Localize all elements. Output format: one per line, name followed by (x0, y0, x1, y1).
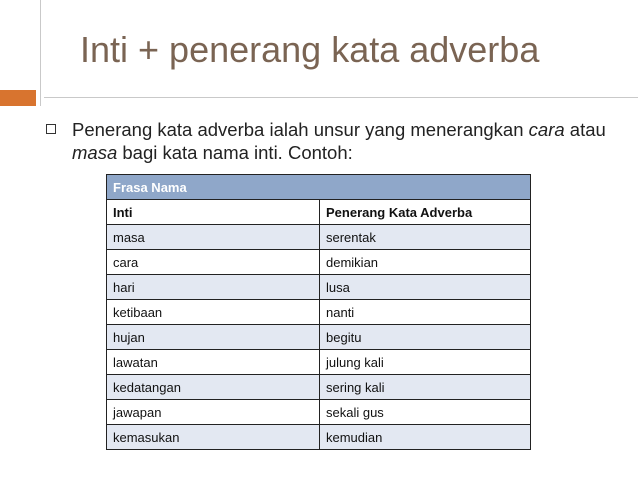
examples-table (106, 174, 531, 450)
column-header-inti: Inti (107, 200, 320, 225)
bullet-text-part: Penerang kata adverba ialah unsur yang menerangkan (72, 119, 529, 140)
cell-penerang: nanti (320, 300, 531, 325)
cell-inti: jawapan (107, 400, 320, 425)
decor-vertical-line (40, 0, 41, 106)
cell-inti: cara (107, 250, 320, 275)
table-group-header-row (107, 175, 531, 200)
slide-title: Inti + penerang kata adverba (80, 29, 540, 70)
cell-penerang: kemudian (320, 425, 531, 450)
cell-penerang: begitu (320, 325, 531, 350)
bullet-emphasis-masa: masa (72, 142, 118, 163)
decor-horizontal-line (44, 97, 638, 98)
column-header-penerang: Penerang Kata Adverba (320, 200, 531, 225)
table-group-header: Frasa Nama (107, 175, 531, 200)
table-row (107, 275, 531, 300)
table-row (107, 225, 531, 250)
cell-penerang: lusa (320, 275, 531, 300)
cell-penerang: serentak (320, 225, 531, 250)
cell-inti: kedatangan (107, 375, 320, 400)
cell-inti: ketibaan (107, 300, 320, 325)
cell-inti: lawatan (107, 350, 320, 375)
cell-inti: kemasukan (107, 425, 320, 450)
cell-penerang: demikian (320, 250, 531, 275)
cell-inti: hujan (107, 325, 320, 350)
bullet-text-part: bagi kata nama inti. Contoh: (117, 142, 353, 163)
cell-penerang: julung kali (320, 350, 531, 375)
cell-penerang: sekali gus (320, 400, 531, 425)
table-row (107, 425, 531, 450)
table-row (107, 300, 531, 325)
cell-inti: hari (107, 275, 320, 300)
table-row (107, 325, 531, 350)
bullet-emphasis-cara: cara (528, 119, 565, 140)
table-column-header-row (107, 200, 531, 225)
bullet-text (72, 118, 612, 164)
table-row (107, 400, 531, 425)
cell-inti: masa (107, 225, 320, 250)
table-row (107, 350, 531, 375)
table-row (107, 250, 531, 275)
square-bullet-icon (46, 124, 56, 134)
table-row (107, 375, 531, 400)
cell-penerang: sering kali (320, 375, 531, 400)
accent-bar (0, 90, 36, 106)
bullet-text-part: atau (564, 119, 606, 140)
